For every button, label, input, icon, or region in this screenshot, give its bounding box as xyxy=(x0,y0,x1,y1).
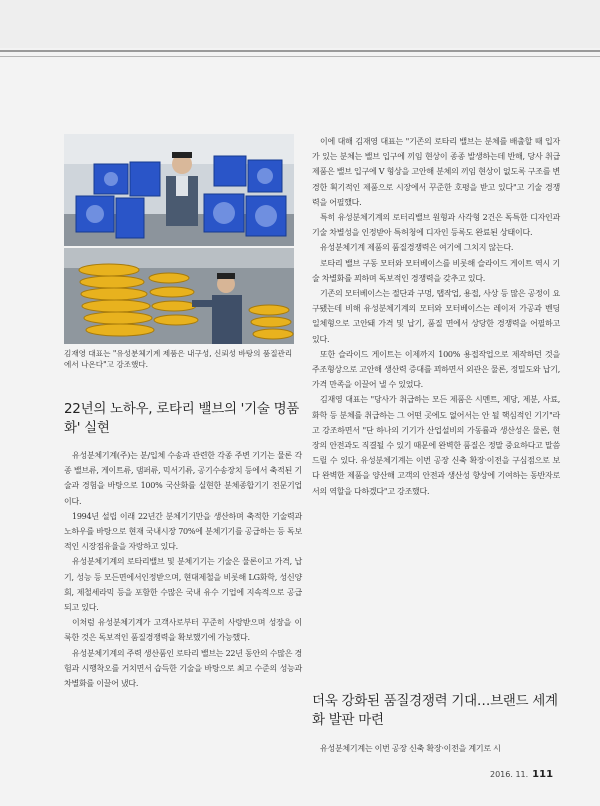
section-headline-2: 더욱 강화된 품질경쟁력 기대…브랜드 세계화 발판 마련 xyxy=(312,693,558,728)
header-band xyxy=(0,0,600,48)
header-rule xyxy=(0,50,600,52)
right-paragraph-7: 김재영 대표는 "당사가 취급하는 모든 제품은 시멘트, 제당, 제분, 사료, 화학 등 분체를 취급하는 그 어떤 곳에도 없어서는 안 될 핵심적인 기기"라고 강조하면서 "단 하나의 기기가 산업설비의 가동률과 생산성은 물론, 현장의 안전과도 직결될 수 있기 때문에 완벽한 품질은 정말 중요하다고 말씀드릴 수 있다. 유성분체기계는 이번 공장 신축 확장·이전을 구심점으로 보다 완벽한 제품을 양산해 고객의 안전과 생산성 향상에 기여하는 동반자로서의 역할을 다하겠다"고 강조했다. xyxy=(312,395,560,496)
folio-date: 2016. 11. xyxy=(490,770,529,779)
left-paragraph-5: 유성분체기계의 주력 생산품인 로타리 밸브는 22년 동안의 수많은 경험과 시행착오를 거치면서 습득한 기술을 바탕으로 최고 수준의 성능과 차별화를 이끌어 냈다. xyxy=(64,648,302,689)
right-paragraph-3: 유성분체기계 제품의 품질경쟁력은 여기에 그치지 않는다. xyxy=(320,243,514,253)
left-paragraph-4: 이처럼 유성분체기계가 고객사로부터 꾸준히 사랑받으며 성장을 이룩한 것은 독보적인 품질경쟁력을 확보했기에 가능했다. xyxy=(64,618,302,643)
left-paragraph-2: 1994년 설립 이래 22년간 분체기기만을 생산하며 축적한 기술력과 노하우를 바탕으로 현재 국내시장 70%에 분체기기를 공급하는 등 독보적인 시장점유율을 자랑하고 있다. xyxy=(64,511,302,552)
page-number: 111 xyxy=(532,769,554,780)
header-rule-thin xyxy=(0,56,600,57)
left-paragraph-3: 유성분체기계의 로타리밸브 및 분체기기는 기술은 물론이고 가격, 납기, 성능 등 모든면에서인정받으며, 현대제철을 비롯해 LG화학, 성신양회, 제철세라믹 등을 포함한 수많은 국내 유수 기업에 지속적으로 공급되고 있다. xyxy=(64,557,302,613)
page-folio xyxy=(490,769,553,780)
right-paragraph-6: 또한 슬라이드 게이트는 이제까지 100% 용접작업으로 제작하던 것을 주조형상으로 고안해 생산력 증대를 꾀하면서 외관은 물론, 정밀도와 납기, 가격 만족을 이끌어 낼 수 있었다. xyxy=(312,349,560,390)
photo-caption: 김재영 대표는 "유성분체기계 제품은 내구성, 신뢰성 바탕의 품질관리에서 나온다"고 강조했다. xyxy=(64,349,293,369)
section-headline-1: 22년의 노하우, 로타리 밸브의 '기술 명품화' 실현 xyxy=(64,401,300,436)
right-column xyxy=(312,134,560,499)
right-paragraph-5: 기존의 모터베이스는 절단과 구멍, 탭작업, 용접, 사상 등 많은 공정이 요구됐는데 비해 유성분체기계의 모터와 모터베이스는 레이저 가공과 벤딩 일체형으로 고안돼 가격 및 납기, 품질 면에서 상당한 경쟁력을 어필하고 있다. xyxy=(312,289,560,344)
right-paragraph-2: 특히 유성분체기계의 로터리밸브 원형과 사각형 2건은 독특한 디자인과 기술 차별성을 인정받아 특허청에 디자인 등록도 완료된 상태이다. xyxy=(312,213,560,238)
photo-ceo-yellow-parts xyxy=(64,248,294,344)
right-paragraph-1: 이에 대해 김재영 대표는 "기존의 로타리 밸브는 분체를 배출할 때 입자가 있는 분체는 밸브 입구에 끼임 현상이 종종 발생하는데 반해, 당사 취급 제품은 밸브 입구에 V 형상을 고안해 분체의 끼임 현상이 없도록 구조를 변경한 획기적인 제품으로 시장에서 꾸준한 호평을 받고 있다"고 기술 경쟁력을 어필했다. xyxy=(312,137,560,207)
right-paragraph-4: 로타리 밸브 구동 모터와 모터베이스를 비롯해 슬라이드 게이트 역시 기술 차별화를 꾀하며 독보적인 경쟁력을 갖추고 있다. xyxy=(312,258,560,283)
left-paragraph-1: 유성분체기계(주)는 분/입체 수송과 관련한 각종 주변 기기는 물론 각종 밸브류, 게이트류, 댐퍼류, 믹서기류, 공기수송장치 등에서 축적된 기술과 경험을 바탕으로 100% 국산화를 실현한 분체종합기기 전문기업이다. xyxy=(64,451,302,506)
photo-ceo-blue-valves xyxy=(64,134,294,246)
right-tail-paragraph: 유성분체기계는 이번 공장 신축 확장·이전을 계기로 시 xyxy=(320,744,501,753)
left-column xyxy=(64,448,302,691)
